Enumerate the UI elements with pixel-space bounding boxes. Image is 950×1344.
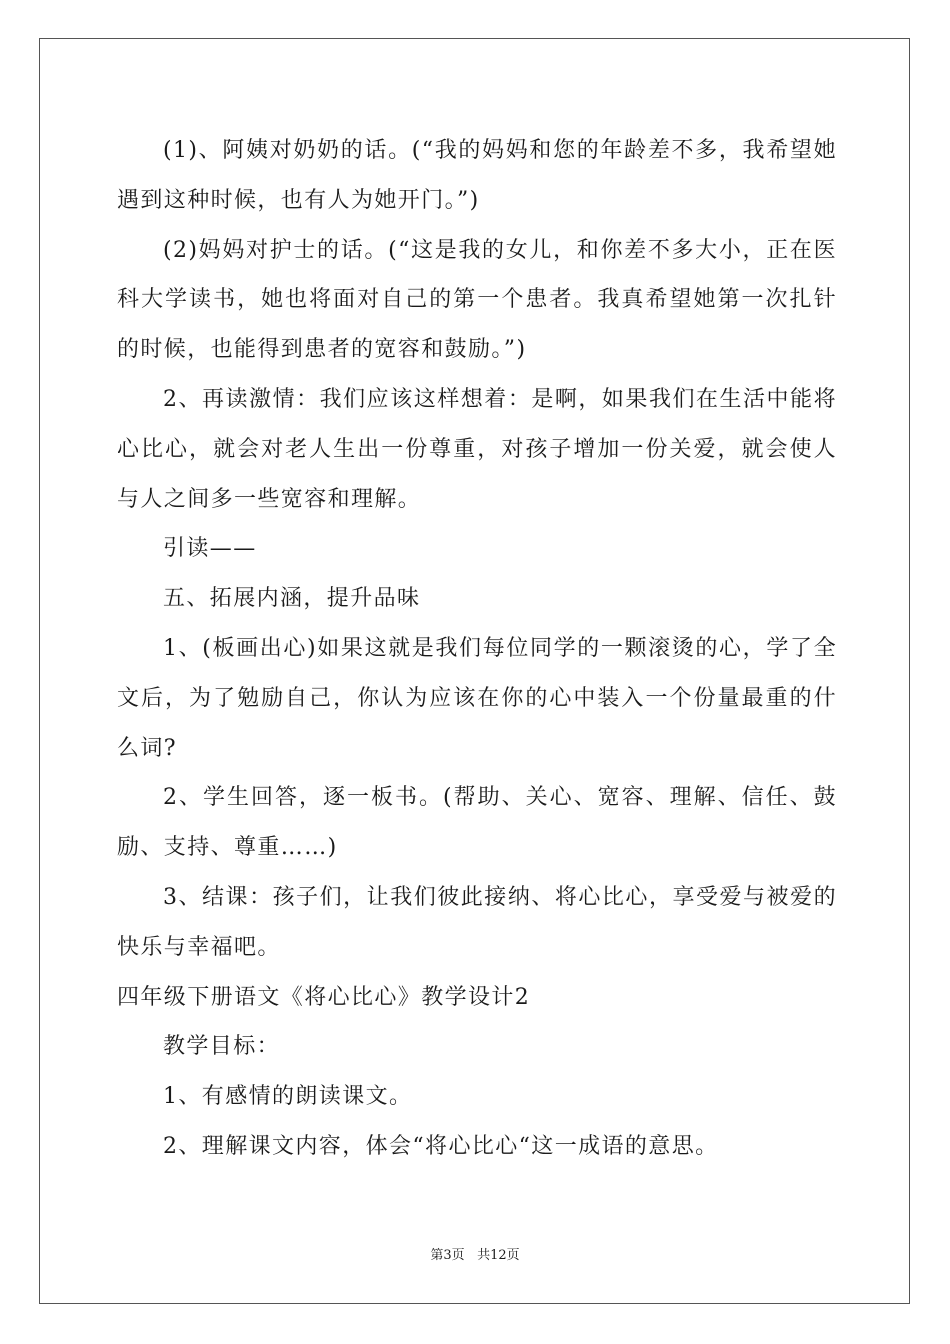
page-number: 第3页 xyxy=(430,1248,465,1263)
section-heading: 教学目标： xyxy=(163,1034,281,1060)
document-body xyxy=(117,126,837,1172)
paragraph: 2、学生回答，逐一板书。(帮助、关心、宽容、理解、信任、鼓励、支持、尊重……) xyxy=(117,785,837,861)
paragraph: 1、(板画出心)如果这就是我们每位同学的一颗滚烫的心，学了全文后，为了勉励自己，你认为应该在你的心中装入一个份量最重的什么词? xyxy=(117,635,837,761)
list-item: 2、理解课文内容，体会“将心比心“这一成语的意思。 xyxy=(163,1133,719,1159)
paragraph: (1)、阿姨对奶奶的话。(“我的妈妈和您的年龄差不多，我希望她遇到这种时候，也有人为她开门。”) xyxy=(117,138,837,213)
paragraph: 3、结课：孩子们，让我们彼此接纳、将心比心，享受爱与被爱的快乐与幸福吧。 xyxy=(117,884,837,960)
section-heading: 五、拓展内涵，提升品味 xyxy=(163,586,421,612)
document-title: 四年级下册语文《将心比心》教学设计2 xyxy=(117,984,531,1010)
page-footer xyxy=(0,1247,950,1265)
paragraph: 2、再读激情：我们应该这样想着：是啊，如果我们在生活中能将心比心，就会对老人生出一份尊重，对孩子增加一份关爱，就会使人与人之间多一些宽容和理解。 xyxy=(117,386,837,512)
page-total: 共12页 xyxy=(477,1248,520,1263)
paragraph: 引读—— xyxy=(163,536,257,562)
paragraph: (2)妈妈对护士的话。(“这是我的女儿，和你差不多大小，正在医科大学读书，她也将面对自己的第一个患者。我真希望她第一次扎针的时候，也能得到患者的宽容和鼓励。”) xyxy=(117,237,837,363)
list-item: 1、有感情的朗读课文。 xyxy=(163,1084,413,1110)
